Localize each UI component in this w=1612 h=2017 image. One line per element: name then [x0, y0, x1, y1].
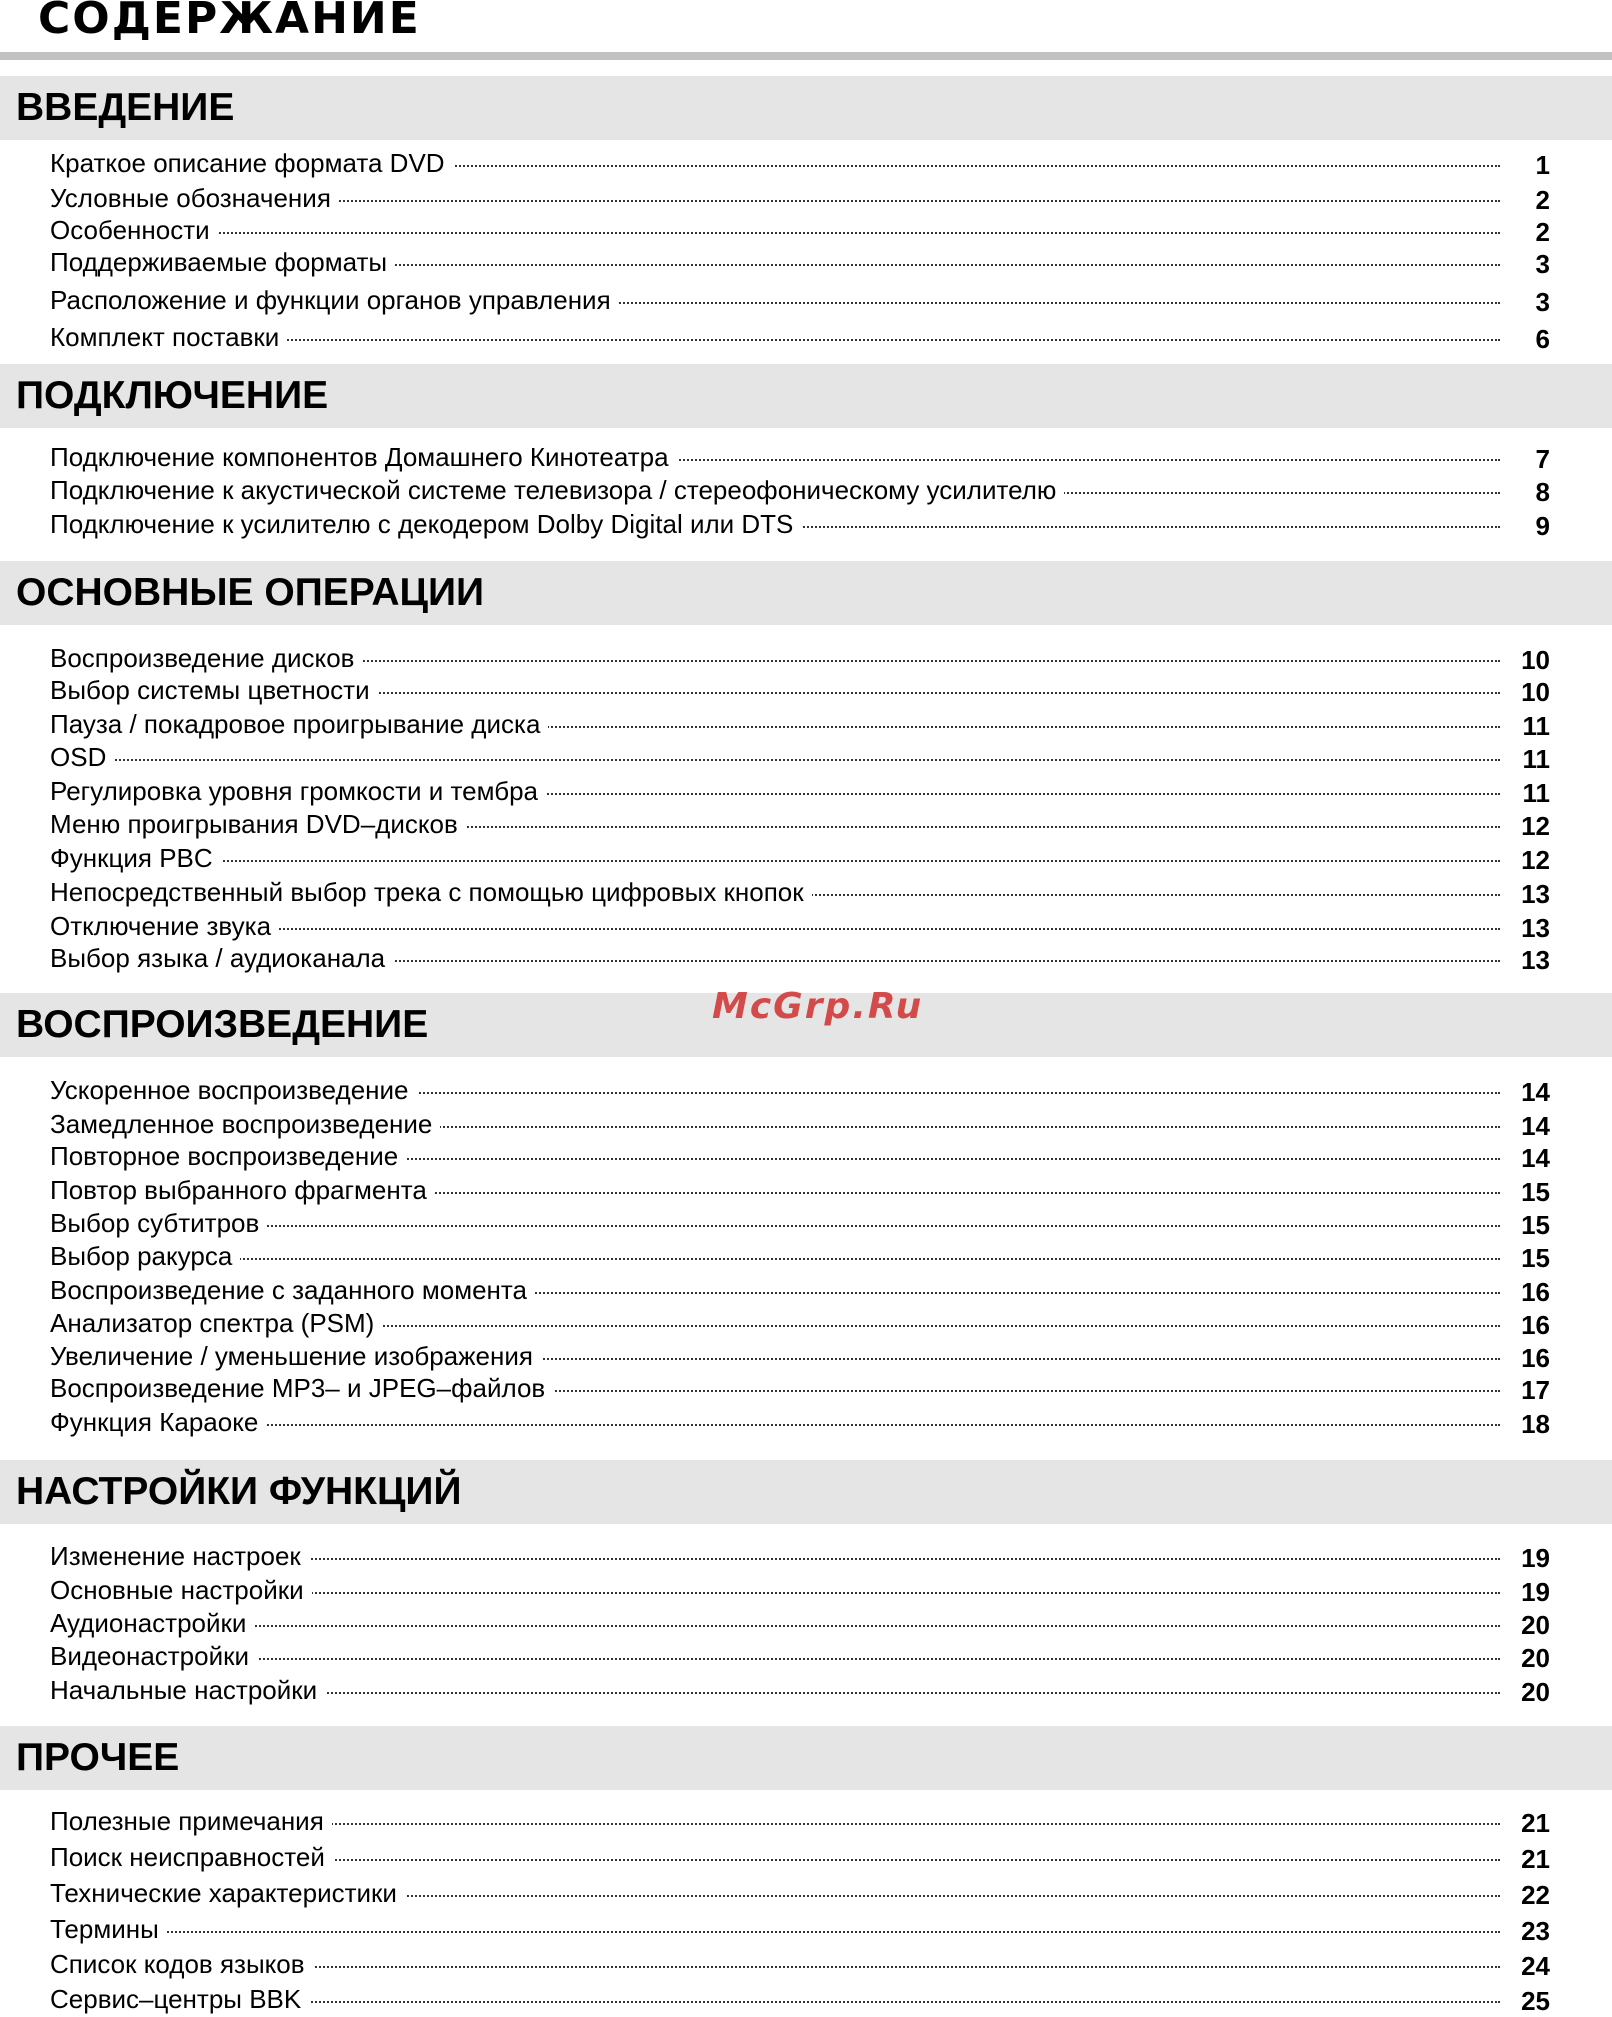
entry-page-number: 13: [1521, 945, 1550, 975]
entry-label: Комплект поставки: [50, 321, 287, 353]
toc-entry[interactable]: [50, 214, 1550, 246]
page-title: СОДЕРЖАНИЕ: [38, 0, 421, 44]
toc-entry[interactable]: [50, 508, 1550, 540]
entry-label: Поиск неисправностей: [50, 1841, 333, 1873]
watermark-logo: McGrp.Ru: [712, 986, 924, 1027]
entry-page-number: 25: [1521, 1986, 1550, 2016]
dot-leader: [52, 1258, 1500, 1260]
entry-page-number: 19: [1521, 1577, 1550, 1607]
toc-entry[interactable]: [50, 674, 1550, 706]
toc-entry[interactable]: [50, 1240, 1550, 1272]
toc-entry[interactable]: [50, 1841, 1550, 1873]
section-title: НАСТРОЙКИ ФУНКЦИЙ: [16, 1470, 462, 1513]
dot-leader: [52, 1625, 1500, 1627]
entry-page-number: 17: [1521, 1375, 1550, 1405]
toc-entry[interactable]: [50, 910, 1550, 942]
toc-entry[interactable]: [50, 474, 1550, 506]
entry-label: Функция Караоке: [50, 1406, 266, 1438]
toc-entry[interactable]: [50, 1877, 1550, 1909]
entry-page-number: 14: [1521, 1143, 1550, 1173]
section-title: ВВЕДЕНИЕ: [16, 86, 235, 129]
toc-entry[interactable]: [50, 1372, 1550, 1404]
entry-page-number: 1: [1535, 150, 1550, 180]
entry-page-number: 11: [1522, 744, 1550, 774]
entry-label: Технические характеристики: [50, 1877, 405, 1909]
entry-page-number: 11: [1522, 711, 1550, 741]
toc-entry[interactable]: [50, 642, 1550, 674]
toc-entry[interactable]: [50, 876, 1550, 908]
entry-label: Подключение к усилителю с декодером Dolby Digital или DTS: [50, 508, 801, 540]
entry-page-number: 13: [1521, 879, 1550, 909]
entry-label: Список кодов языков: [50, 1948, 313, 1980]
dot-leader: [52, 860, 1500, 862]
entry-page-number: 11: [1522, 778, 1550, 808]
toc-entry[interactable]: [50, 1108, 1550, 1140]
dot-leader: [52, 1225, 1500, 1227]
entry-page-number: 20: [1521, 1677, 1550, 1707]
entry-label: Основные настройки: [50, 1574, 312, 1606]
entry-label: Воспроизведение с заданного момента: [50, 1274, 535, 1306]
entry-label: Анализатор спектра (PSM): [50, 1307, 382, 1339]
entry-label: Аудионастройки: [50, 1607, 254, 1639]
entry-page-number: 20: [1521, 1610, 1550, 1640]
entry-page-number: 14: [1521, 1077, 1550, 1107]
entry-label: Меню проигрывания DVD–дисков: [50, 808, 466, 840]
entry-page-number: 18: [1521, 1409, 1550, 1439]
toc-entry[interactable]: [50, 1674, 1550, 1706]
entry-page-number: 7: [1535, 444, 1550, 474]
entry-page-number: 16: [1521, 1343, 1550, 1373]
dot-leader: [52, 1658, 1500, 1660]
toc-entry[interactable]: [50, 182, 1550, 214]
entry-label: Выбор языка / аудиоканала: [50, 942, 393, 974]
dot-leader: [52, 1424, 1500, 1426]
section-header-settings: [0, 1460, 1612, 1524]
entry-label: Краткое описание формата DVD: [50, 147, 453, 179]
entry-page-number: 9: [1535, 511, 1550, 541]
toc-entry[interactable]: [50, 321, 1550, 353]
entry-page-number: 3: [1535, 287, 1550, 317]
entry-label: Повторное воспроизведение: [50, 1140, 406, 1172]
toc-entry[interactable]: [50, 1406, 1550, 1438]
dot-leader: [52, 232, 1500, 234]
section-title: ОСНОВНЫЕ ОПЕРАЦИИ: [16, 571, 485, 614]
section-header-misc: [0, 1726, 1612, 1790]
toc-entry[interactable]: [50, 708, 1550, 740]
entry-page-number: 15: [1521, 1177, 1550, 1207]
entry-page-number: 10: [1521, 677, 1550, 707]
entry-page-number: 16: [1521, 1310, 1550, 1340]
toc-entry[interactable]: [50, 1983, 1550, 2015]
entry-label: Функция PBC: [50, 842, 221, 874]
toc-entry[interactable]: [50, 741, 1550, 773]
entry-label: Термины: [50, 1913, 167, 1945]
toc-entry[interactable]: [50, 1140, 1550, 1172]
section-header-introduction: [0, 76, 1612, 140]
dot-leader: [52, 759, 1500, 761]
toc-entry[interactable]: [50, 1640, 1550, 1672]
entry-page-number: 10: [1521, 645, 1550, 675]
entry-label: Отключение звука: [50, 910, 279, 942]
entry-label: Выбор системы цветности: [50, 674, 378, 706]
entry-label: Сервис–центры BBK: [50, 1983, 309, 2015]
entry-label: Воспроизведение дисков: [50, 642, 362, 674]
toc-entry[interactable]: [50, 1574, 1550, 1606]
entry-page-number: 6: [1535, 324, 1550, 354]
dot-leader: [52, 1931, 1500, 1933]
entry-label: Видеонастройки: [50, 1640, 257, 1672]
entry-page-number: 16: [1521, 1277, 1550, 1307]
toc-entry[interactable]: [50, 1274, 1550, 1306]
entry-label: Увеличение / уменьшение изображения: [50, 1340, 541, 1372]
section-title: ПРОЧЕЕ: [16, 1736, 180, 1779]
toc-entry[interactable]: [50, 942, 1550, 974]
entry-label: Выбор субтитров: [50, 1207, 267, 1239]
toc-entry[interactable]: [50, 1207, 1550, 1239]
title-rule: [0, 52, 1612, 60]
entry-label: Воспроизведение MP3– и JPEG–файлов: [50, 1372, 553, 1404]
entry-page-number: 20: [1521, 1643, 1550, 1673]
toc-entry[interactable]: [50, 1805, 1550, 1837]
entry-page-number: 12: [1521, 811, 1550, 841]
entry-label: Поддерживаемые форматы: [50, 246, 395, 278]
entry-page-number: 21: [1521, 1844, 1550, 1874]
toc-entry[interactable]: [50, 1540, 1550, 1572]
entry-label: Регулировка уровня громкости и тембра: [50, 775, 546, 807]
entry-label: Подключение компонентов Домашнего Кинотеатра: [50, 441, 677, 473]
entry-page-number: 21: [1521, 1808, 1550, 1838]
entry-page-number: 3: [1535, 249, 1550, 279]
entry-page-number: 24: [1521, 1951, 1550, 1981]
entry-label: Начальные настройки: [50, 1674, 325, 1706]
entry-page-number: 22: [1521, 1880, 1550, 1910]
entry-page-number: 2: [1535, 217, 1550, 247]
entry-page-number: 15: [1521, 1210, 1550, 1240]
toc-entry[interactable]: [50, 1307, 1550, 1339]
entry-page-number: 8: [1535, 477, 1550, 507]
toc-entry[interactable]: [50, 1340, 1550, 1372]
toc-entry[interactable]: [50, 1913, 1550, 1945]
entry-label: Выбор ракурса: [50, 1240, 240, 1272]
toc-entry[interactable]: [50, 1174, 1550, 1206]
entry-label: OSD: [50, 741, 114, 773]
toc-entry[interactable]: [50, 1607, 1550, 1639]
toc-entry[interactable]: [50, 808, 1550, 840]
entry-label: Замедленное воспроизведение: [50, 1108, 440, 1140]
section-header-connection: [0, 364, 1612, 428]
toc-entry[interactable]: [50, 441, 1550, 473]
section-header-basic-operations: [0, 561, 1612, 625]
entry-page-number: 14: [1521, 1111, 1550, 1141]
entry-page-number: 19: [1521, 1543, 1550, 1573]
entry-label: Пауза / покадровое проигрывание диска: [50, 708, 548, 740]
entry-page-number: 23: [1521, 1916, 1550, 1946]
entry-label: Повтор выбранного фрагмента: [50, 1174, 435, 1206]
entry-page-number: 15: [1521, 1243, 1550, 1273]
section-title: ВОСПРОИЗВЕДЕНИЕ: [16, 1003, 429, 1046]
section-title: ПОДКЛЮЧЕНИЕ: [16, 374, 329, 417]
entry-label: Расположение и функции органов управления: [50, 284, 619, 316]
entry-label: Непосредственный выбор трека с помощью цифровых кнопок: [50, 876, 812, 908]
entry-label: Подключение к акустической системе телевизора / стереофоническому усилителю: [50, 474, 1064, 506]
entry-label: Условные обозначения: [50, 182, 339, 214]
toc-entry[interactable]: [50, 842, 1550, 874]
entry-label: Ускоренное воспроизведение: [50, 1074, 417, 1106]
entry-label: Полезные примечания: [50, 1805, 332, 1837]
entry-label: Особенности: [50, 214, 218, 246]
entry-page-number: 13: [1521, 913, 1550, 943]
toc-entry[interactable]: [50, 1074, 1550, 1106]
entry-page-number: 12: [1521, 845, 1550, 875]
entry-page-number: 2: [1535, 185, 1550, 215]
toc-entry[interactable]: [50, 147, 1550, 179]
entry-label: Изменение настроек: [50, 1540, 309, 1572]
toc-entry[interactable]: [50, 284, 1550, 316]
toc-entry[interactable]: [50, 1948, 1550, 1980]
toc-entry[interactable]: [50, 775, 1550, 807]
toc-entry[interactable]: [50, 246, 1550, 278]
